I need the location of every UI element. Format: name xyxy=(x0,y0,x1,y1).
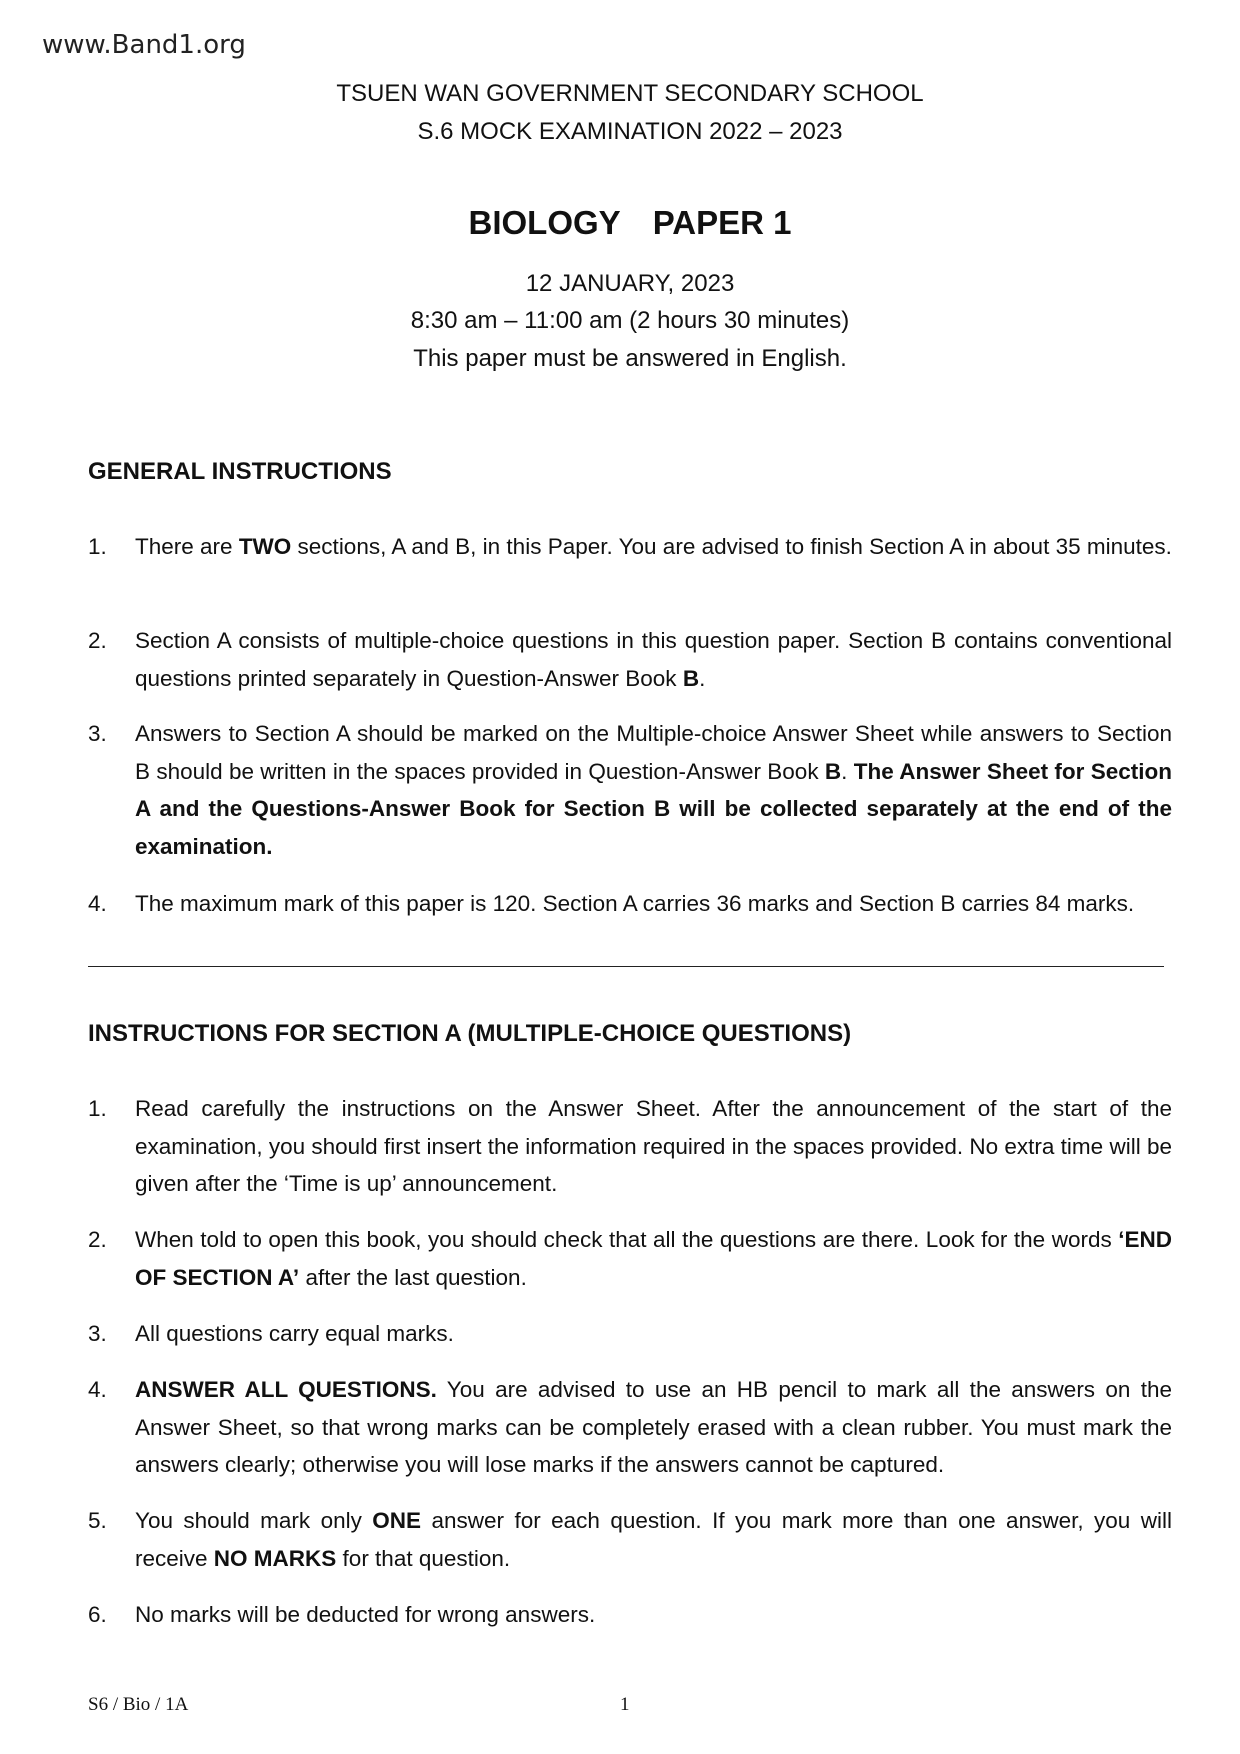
paper-title xyxy=(0,204,1240,242)
item-text: answer for each question. If you mark more than one answer, you will receive xyxy=(135,1508,1172,1571)
item-text: after the last question. xyxy=(299,1264,527,1290)
item-text: All questions carry equal marks. xyxy=(135,1321,454,1346)
school-name: TSUEN WAN GOVERNMENT SECONDARY SCHOOL xyxy=(336,80,924,107)
paper-number: PAPER 1 xyxy=(652,204,792,241)
section-a-item-3 xyxy=(88,1315,1172,1353)
item-text: When told to open this book, you should check that all the questions are there. Look for the words xyxy=(135,1227,1119,1252)
item-number: 2. xyxy=(88,1227,107,1252)
exam-date: 12 JANUARY, 2023 xyxy=(525,270,735,297)
item-text: The maximum mark of this paper is 120. Section A carries 36 marks and Section B carries 84 marks. xyxy=(135,891,1135,916)
item-number: 3. xyxy=(88,1321,107,1346)
item-text: No marks will be deducted for wrong answers. xyxy=(135,1602,596,1627)
item-bold: NO MARKS xyxy=(213,1545,337,1571)
item-number: 5. xyxy=(88,1508,107,1533)
exam-name: S.6 MOCK EXAMINATION 2022 – 2023 xyxy=(417,118,843,145)
exam-time: 8:30 am – 11:00 am (2 hours 30 minutes) xyxy=(410,307,850,334)
item-number: 1. xyxy=(88,1096,107,1121)
section-a-item-2 xyxy=(88,1221,1172,1296)
item-number: 1. xyxy=(88,534,107,559)
item-number: 4. xyxy=(88,1377,107,1402)
item-number: 6. xyxy=(88,1602,107,1627)
general-item-1 xyxy=(88,528,1172,566)
section-a-item-1 xyxy=(88,1090,1172,1203)
paper-code: S6 / Bio / 1A xyxy=(88,1694,189,1715)
section-a-heading: INSTRUCTIONS FOR SECTION A (MULTIPLE-CHOICE QUESTIONS) xyxy=(88,1020,852,1047)
item-bold: B xyxy=(824,758,842,784)
item-text: You should mark only xyxy=(135,1508,373,1533)
page-number: 1 xyxy=(620,1694,630,1715)
item-bold: ‘END OF SECTION A’ xyxy=(135,1227,1172,1290)
item-bold: ONE xyxy=(372,1508,422,1533)
item-text: You are advised to use an HB pencil to mark all the answers on the Answer Sheet, so that wrong marks can be completely erased with a clean rubber. You must mark the answers clearly; otherwise you will lose marks if the answers cannot be captured. xyxy=(135,1377,1172,1477)
section-a-item-6 xyxy=(88,1596,1172,1634)
item-text: sections, A and B, in this Paper. You are advised to finish Section A in about 35 minutes. xyxy=(291,534,1172,559)
item-bold: ANSWER ALL QUESTIONS. xyxy=(135,1377,437,1402)
language-note: This paper must be answered in English. xyxy=(413,345,847,372)
watermark: www.Band1.org xyxy=(42,30,246,60)
item-bold: TWO xyxy=(238,534,292,559)
item-bold: B xyxy=(682,665,700,691)
item-number: 2. xyxy=(88,628,107,653)
item-text: There are xyxy=(135,534,239,559)
general-item-2 xyxy=(88,622,1172,697)
item-text: for that question. xyxy=(336,1545,511,1571)
general-instructions-heading: GENERAL INSTRUCTIONS xyxy=(88,458,392,485)
item-text: . xyxy=(841,758,854,784)
item-number: 3. xyxy=(88,721,107,746)
item-text: Read carefully the instructions on the Answer Sheet. After the announcement of the start of the examination, you should first insert the information required in the spaces provided. No extra time will be given after the ‘Time is up’ announcement. xyxy=(135,1096,1172,1196)
section-a-item-5 xyxy=(88,1502,1172,1577)
item-text: Answers to Section A should be marked on the Multiple-choice Answer Sheet while answers to Section B should be written in the spaces provided in Question-Answer Book xyxy=(135,721,1172,784)
subject: BIOLOGY xyxy=(468,204,621,241)
item-text: . xyxy=(699,665,706,691)
section-divider xyxy=(88,966,1164,967)
item-bold: The Answer Sheet for Section A and the Questions-Answer Book for Section B will be collected separately at the end of the examination. xyxy=(135,758,1172,859)
item-number: 4. xyxy=(88,891,107,916)
item-text: Section A consists of multiple-choice questions in this question paper. Section B contains conventional questions printed separately in Question-Answer Book xyxy=(135,628,1172,691)
general-item-3 xyxy=(88,715,1172,865)
general-item-4 xyxy=(88,885,1172,923)
section-a-item-4 xyxy=(88,1371,1172,1484)
